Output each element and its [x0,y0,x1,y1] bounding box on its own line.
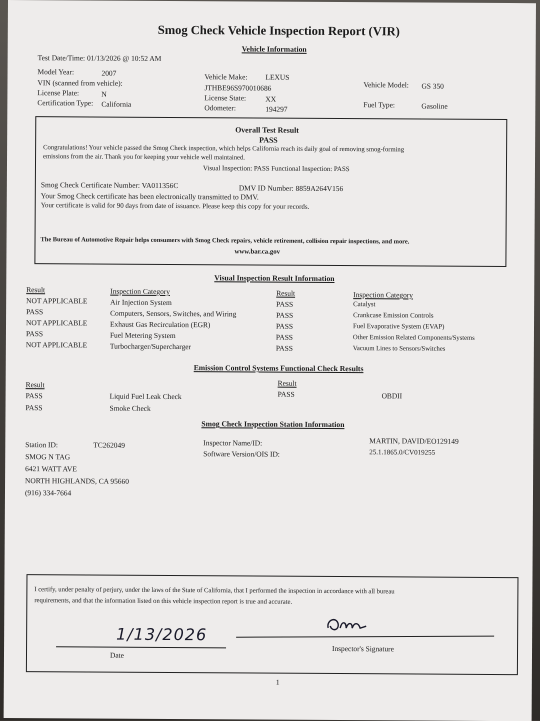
fuel-type-label: Fuel Type: [363,100,395,110]
inspection-report-page [4,0,536,721]
cert-type-label: Certification Type: [37,98,94,108]
station-address-2: NORTH HIGHLANDS, CA 95660 [25,476,129,486]
functional-right-category: OBDII [381,391,403,401]
visual-result-header-left: Result [26,285,46,295]
model-value: GS 350 [421,81,444,91]
station-info-heading: Smog Check Inspection Station Information [201,419,345,430]
license-state-label: License State: [204,93,247,103]
vehicle-info-heading: Vehicle Information [241,44,307,54]
functional-left-result-2: PASS [25,403,43,413]
functional-result-header-right: Result [277,378,297,388]
test-datetime-label: Test Date/Time: [37,53,86,63]
functional-left-category-1: Liquid Fuel Leak Check [109,391,182,402]
visual-left-result-4: PASS [25,329,43,339]
license-plate-value: N [101,89,107,99]
visual-right-result-1: PASS [276,299,294,309]
overall-result-heading: Overall Test Result [235,125,299,135]
model-year-label: Model Year: [37,67,75,77]
visual-category-header-right: Inspection Category [353,290,413,300]
visual-right-result-5: PASS [275,343,293,353]
bar-website-link[interactable]: www.bar.ca.gov [234,248,281,256]
inspector-value: MARTIN, DAVID/EO129149 [369,436,459,446]
bar-notice: The Bureau of Automotive Repair helps consumers with Smog Check repairs, vehicle retirement, collision repair inspections, and more. [40,236,410,246]
functional-result-header-left: Result [25,380,45,390]
model-year-value: 2007 [101,68,117,78]
license-state-value: XX [265,94,277,104]
cert-type-value: California [101,99,132,109]
handwritten-date: 1/13/2026 [116,624,208,645]
certify-line-2: requirements, and that the information listed on this vehicle inspection report is true and accurate. [34,597,293,606]
software-value: 25.1.1865.0/CV019255 [369,448,436,457]
inspector-signature [324,614,368,636]
station-id-value: TC262049 [93,440,125,450]
visual-left-category-4: Fuel Metering System [109,330,176,341]
certify-line-1: I certify, under penalty of perjury, under the laws of the State of California, that I performed the inspection in accordance with all bureau [34,586,395,596]
visual-right-category-4: Other Emission Related Components/Systems [352,334,475,342]
signature-label: Inspector's Signature [332,643,394,654]
station-name: SMOG N TAG [25,452,71,462]
page-number: 1 [275,677,280,687]
test-datetime [38,53,162,63]
visual-result-header-right: Result [276,288,296,298]
test-datetime-value: 01/13/2026 @ 10:52 AM [86,53,162,63]
transmit-notice: Your Smog Check certificate has been electronically transmitted to DMV. [40,191,259,202]
report-title: Smog Check Vehicle Inspection Report (VIR) [157,22,400,39]
visual-functional-summary: Visual Inspection: PASS Functional Inspection: PASS [202,165,350,174]
visual-right-result-3: PASS [275,321,294,331]
dmv-id-number: DMV ID Number: 8859A264V156 [238,183,344,194]
station-address-1: 6421 WATT AVE [25,464,77,474]
visual-right-category-1: Catalyst [353,301,376,309]
model-label: Vehicle Model: [363,80,409,90]
vin-label: VIN (scanned from vehicle): [37,78,123,88]
validity-notice: Your certificate is valid for 90 days from date of issuance. Please keep this copy for your records. [40,202,310,211]
congrats-line-2: emissions from the air. Thank you for keeping your vehicle well maintained. [43,153,245,162]
make-value: LEXUS [265,72,290,82]
functional-check-heading: Emission Control Systems Functional Check Results [193,363,364,374]
congrats-line-1: Congratulations! Your vehicle passed the Smog Check inspection, which helps California reach its daily goal of removing smog-forming [43,144,405,154]
odometer-label: Odometer: [204,103,236,113]
visual-left-category-2: Computers, Sensors, Switches, and Wiring [110,308,237,319]
odometer-value: 194297 [265,104,288,114]
functional-right-result: PASS [277,389,295,399]
visual-category-header-left: Inspection Category [110,286,170,296]
software-label: Software Version/OIS ID: [203,449,280,459]
visual-right-category-5: Vacuum Lines to Sensors/Switches [352,345,446,353]
visual-left-category-1: Air Injection System [110,297,172,308]
overall-result-value: PASS [259,135,278,145]
visual-left-result-2: PASS [26,307,44,317]
station-id-label: Station ID: [25,440,58,450]
certificate-number: Smog Check Certificate Number: VA011356C [40,180,179,191]
visual-right-result-2: PASS [276,310,294,320]
station-phone: (916) 334-7664 [24,488,72,498]
visual-right-result-4: PASS [275,332,293,342]
make-label: Vehicle Make: [204,72,248,82]
date-label: Date [109,650,124,660]
visual-left-category-5: Turbocharger/Supercharger [109,341,192,352]
visual-left-result-5: NOT APPLICABLE [25,340,88,350]
visual-right-category-3: Fuel Evaporative System (EVAP) [352,323,445,331]
vin-value: JTHBE96S970010686 [204,83,272,93]
functional-left-result-1: PASS [25,391,43,401]
inspector-label: Inspector Name/ID: [203,438,263,448]
license-plate-label: License Plate: [37,88,80,98]
visual-left-result-3: NOT APPLICABLE [26,318,88,328]
functional-left-category-2: Smoke Check [109,403,151,413]
visual-left-result-1: NOT APPLICABLE [26,296,88,306]
visual-left-category-3: Exhaust Gas Recirculation (EGR) [109,319,211,330]
visual-right-category-2: Crankcase Emission Controls [353,312,434,320]
fuel-type-value: Gasoline [421,101,448,111]
visual-inspection-heading: Visual Inspection Result Information [214,273,335,283]
